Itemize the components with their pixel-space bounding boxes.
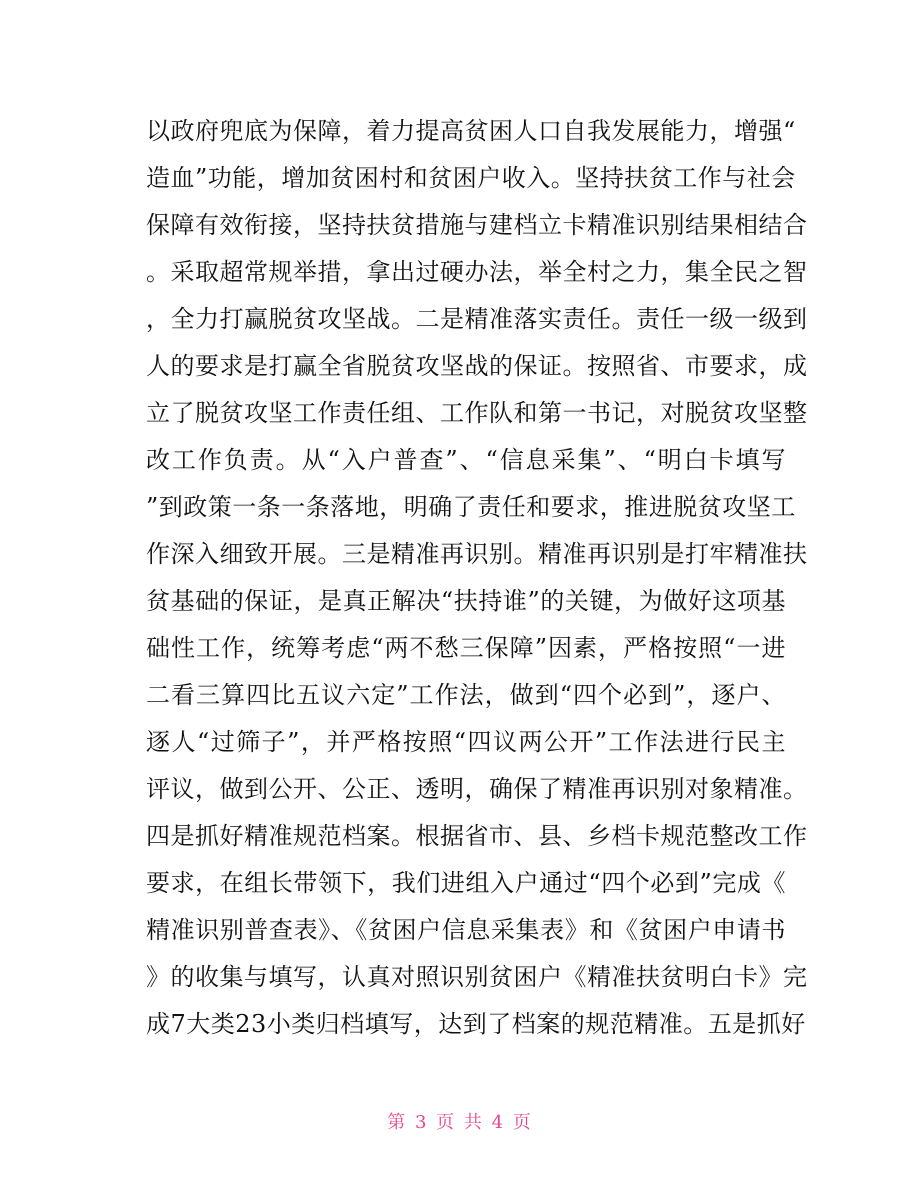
text-line-4: 。采取超常规举措，拿出过硬办法，举全村之力，集全民之智: [146, 258, 808, 286]
text-line-6: 人的要求是打赢全省脱贫攻坚战的保证。按照省、市要求，成: [146, 352, 808, 380]
text-line-8: 改工作负责。从“入户普查”、“信息采集”、“明白卡填写: [146, 446, 786, 474]
text-line-15: 评议，做到公开、公正、透明，确保了精准再识别对象精准。: [146, 775, 808, 803]
text-line-13: 二看三算四比五议六定”工作法，做到“四个必到”，逐户、: [146, 681, 786, 709]
text-line-11: 贫基础的保证，是真正解决“扶持谁”的关键，为做好这项基: [146, 587, 786, 615]
text-line-19: 》的收集与填写，认真对照识别贫困户《精准扶贫明白卡》完: [146, 963, 808, 991]
text-line-16: 四是抓好精准规范档案。根据省市、县、乡档卡规范整改工作: [146, 822, 808, 850]
text-line-17: 要求，在组长带领下，我们进组入户通过“四个必到”完成《: [146, 869, 786, 897]
text-line-20: 成7大类23小类归档填写，达到了档案的规范精准。五是抓好: [146, 1010, 806, 1038]
page-footer: [0, 1108, 920, 1138]
text-line-14: 逐人“过筛子”，并严格按照“四议两公开”工作法进行民主: [146, 728, 786, 756]
text-line-1: 以政府兜底为保障，着力提高贫困人口自我发展能力，增强“: [146, 117, 796, 145]
text-line-18: 精准识别普查表》、《贫困户信息采集表》和《贫困户申请书: [146, 916, 786, 944]
body-text: [146, 108, 808, 1048]
text-line-12: 础性工作，统筹考虑“两不愁三保障”因素，严格按照“一进: [146, 634, 786, 662]
text-line-3: 保障有效衔接，坚持扶贫措施与建档立卡精准识别结果相结合: [146, 211, 808, 239]
text-line-5: ，全力打赢脱贫攻坚战。二是精准落实责任。责任一级一级到: [146, 305, 808, 333]
text-line-10: 作深入细致开展。三是精准再识别。精准再识别是打牢精准扶: [146, 540, 808, 568]
page-number-label: 第 3 页 共 4 页: [387, 1112, 533, 1133]
text-line-7: 立了脱贫攻坚工作责任组、工作队和第一书记，对脱贫攻坚整: [146, 399, 808, 427]
text-line-2: 造血”功能，增加贫困村和贫困户收入。坚持扶贫工作与社会: [146, 164, 796, 192]
text-line-9: ”到政策一条一条落地，明确了责任和要求，推进脱贫攻坚工: [146, 493, 796, 521]
